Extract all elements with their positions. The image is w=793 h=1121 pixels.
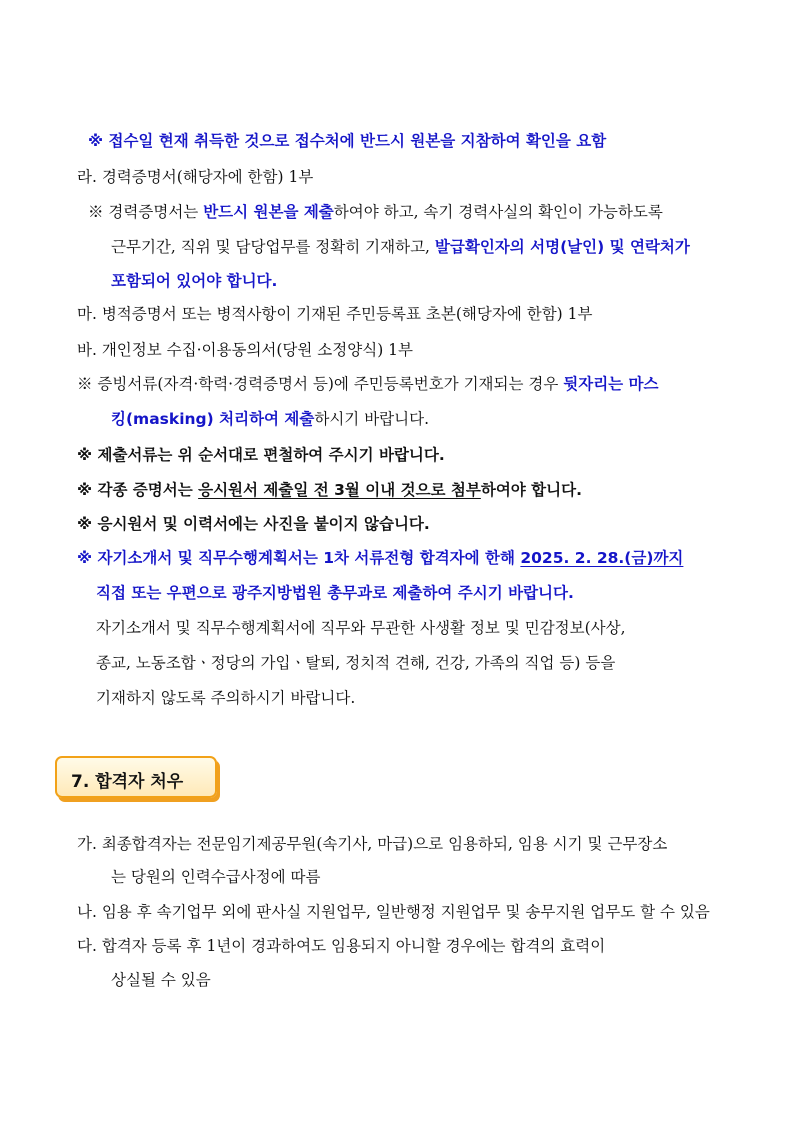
- career-note-emphasis: 반드시 원본을 제출: [203, 203, 334, 221]
- career-note-line-3: 포함되어 있어야 합니다.: [111, 272, 278, 290]
- masking-note-2-text: 하시기 바랍니다.: [314, 410, 430, 428]
- item-ga-appointment-line-2: 는 당원의 인력수급사정에 따름: [111, 868, 321, 886]
- section-heading-box: [55, 756, 217, 798]
- item-ma-military-certificate: 마. 병적증명서 또는 병적사항이 기재된 주민등록표 초본(해당자에 한함) 1부: [77, 305, 593, 323]
- item-ra-career-certificate: 라. 경력증명서(해당자에 한함) 1부: [77, 168, 314, 186]
- self-intro-caution-line-3: 기재하지 않도록 주의하시기 바랍니다.: [96, 689, 356, 707]
- section-heading-title: 7. 합격자 처우: [71, 772, 184, 792]
- notice-no-photo: ※ 응시원서 및 이력서에는 사진을 붙이지 않습니다.: [77, 515, 430, 533]
- career-note-2-emphasis: 발급확인자의 서명(날인) 및 연락처가: [434, 238, 690, 256]
- item-na-additional-duties: 나. 임용 후 속기업무 외에 판사실 지원업무, 일반행정 지원업무 및 송무지원 업무도 할 수 있음: [77, 903, 710, 921]
- notice-self-intro-line-2: 직접 또는 우편으로 광주지방법원 총무과로 제출하여 주시기 바랍니다.: [96, 584, 574, 602]
- self-intro-caution-line-1: 자기소개서 및 직무수행계획서에 직무와 무관한 사생활 정보 및 민감정보(사상,: [96, 619, 626, 637]
- career-note-2-text: 근무기간, 직위 및 담당업무를 정확히 기재하고,: [111, 238, 435, 256]
- item-da-expiry-line-2: 상실될 수 있음: [111, 971, 211, 989]
- notice-document-order: ※ 제출서류는 위 순서대로 편철하여 주시기 바랍니다.: [77, 446, 445, 464]
- certificate-note-underlined: 응시원서 제출일 전 3월 이내 것으로 첨부: [198, 481, 481, 499]
- self-intro-deadline: 2025. 2. 28.(금)까지: [520, 549, 684, 567]
- notice-self-intro-line-1: [77, 548, 683, 568]
- self-intro-caution-line-2: 종교, 노동조합ㆍ정당의 가입ㆍ탈퇴, 정치적 견해, 건강, 가족의 직업 등) 등을: [96, 654, 616, 672]
- masking-note-emphasis: 뒷자리는 마스: [563, 375, 659, 393]
- certificate-note-prefix: ※ 각종 증명서는: [77, 481, 199, 499]
- item-da-expiry-line-1: 다. 합격자 등록 후 1년이 경과하여도 임용되지 아니할 경우에는 합격의 효력이: [77, 937, 606, 955]
- masking-note-line-2: [111, 409, 429, 429]
- career-note-suffix: 하여야 하고, 속기 경력사실의 확인이 가능하도록: [333, 203, 663, 221]
- notice-original-required: ※ 접수일 현재 취득한 것으로 접수처에 반드시 원본을 지참하여 확인을 요함: [88, 132, 607, 150]
- certificate-note-suffix: 하여야 합니다.: [480, 481, 582, 499]
- career-note-line-2: [111, 237, 690, 257]
- career-note-prefix: ※ 경력증명서는: [88, 203, 204, 221]
- self-intro-text: ※ 자기소개서 및 직무수행계획서는 1차 서류전형 합격자에 한해: [77, 549, 521, 567]
- career-note-line-1: [88, 202, 663, 222]
- item-ba-privacy-consent: 바. 개인정보 수집·이용동의서(당원 소정양식) 1부: [77, 341, 414, 359]
- masking-note-2-emphasis: 킹(masking) 처리하여 제출: [111, 410, 315, 428]
- item-ga-appointment-line-1: 가. 최종합격자는 전문임기제공무원(속기사, 마급)으로 임용하되, 임용 시기 및 근무장소: [77, 835, 668, 853]
- masking-note-line-1: [77, 374, 659, 394]
- notice-certificate-date: [77, 480, 582, 500]
- masking-note-text: ※ 증빙서류(자격·학력·경력증명서 등)에 주민등록번호가 기재되는 경우: [77, 375, 564, 393]
